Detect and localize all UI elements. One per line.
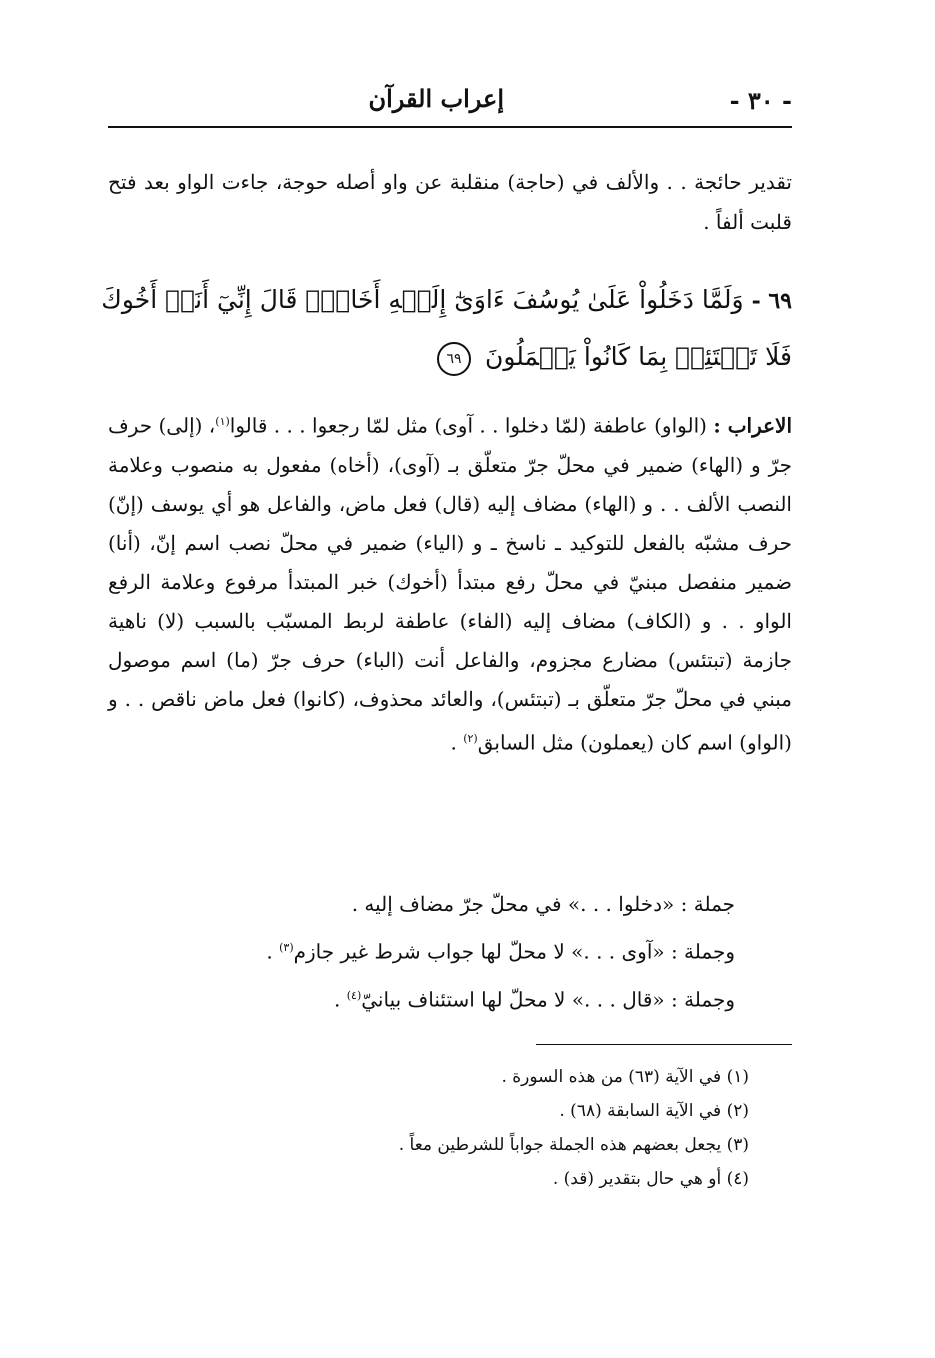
- sentence-2-end: .: [266, 939, 280, 964]
- verse-text-2: فَلَا تَبۡتَئِسۡ بِمَا كَانُواْ يَعۡمَلُونَ: [484, 342, 792, 371]
- sentence-3-text: وجملة : «قال . . .» لا محلّ لها استئناف بيانيّ: [361, 987, 735, 1012]
- footnote-2: (٢) في الآية السابقة (٦٨) .: [559, 1101, 749, 1121]
- sentence-analysis: [175, 882, 735, 1021]
- verse-line-1: [101, 272, 792, 329]
- sentence-3: [175, 974, 735, 1022]
- quran-verse: [101, 272, 792, 385]
- irab-text-1: (الواو) عاطفة (لمّا دخلوا . . آوى) مثل لمّا رجعوا . . . قالوا: [229, 413, 707, 438]
- page-header: [108, 80, 792, 120]
- irab-paragraph: [108, 402, 792, 762]
- sentence-3-end: .: [334, 987, 347, 1012]
- verse-end-mark: ٦٩: [437, 342, 471, 376]
- page-number: - ٣٠ -: [729, 86, 792, 115]
- footnote-ref-1[interactable]: (١): [215, 415, 230, 428]
- footnote-4: (٤) أو هي حال بتقدير (قد) .: [552, 1169, 749, 1189]
- footnotes: [149, 1060, 749, 1196]
- footnote-ref-2[interactable]: (٢): [463, 731, 478, 745]
- sentence-2: [175, 926, 735, 974]
- sentence-1: [175, 882, 735, 926]
- running-title: إعراب القرآن: [368, 84, 504, 113]
- intro-paragraph: تقدير حائجة . . والألف في (حاجة) منقلبة عن واو أصله حوجة، جاءت الواو بعد فتح قلبت ألفاً .: [108, 170, 792, 234]
- verse-text-1: وَلَمَّا دَخَلُواْ عَلَىٰ يُوسُفَ ءَاوَىٰٓ إِلَيۡهِ أَخَاهُۖ قَالَ إِنِّيٓ أَنَا۠ أَخُوكَ: [101, 285, 744, 314]
- irab-text-2: ، (إلى) حرف جرّ و (الهاء) ضمير في محلّ جرّ متعلّق بـ (آوى)، (أخاه) مفعول به منصوب وعلامة النصب الألف . . و (الهاء) مضاف إليه (قال) فعل ماض، والفاعل هو أي يوسف (إنّ) حرف مشبّه بالفعل للتوكيد ـ ناسخ ـ و (الياء) ضمير في محلّ نصب اسم إنّ، (أنا) ضمير منفصل مبنيّ في محلّ رفع مبتدأ (أخوك) خبر المبتدأ مرفوع وعلامة الرفع الواو . . و (الكاف) مضاف إليه (الفاء) عاطفة لربط المسبّب بالسبب (لا) ناهية جازمة (تبتئس) مضارع مجزوم، والفاعل أنت (الباء) حرف جرّ (ما) اسم موصول مبني في محلّ جرّ متعلّق بـ (تبتئس)، والعائد محذوف، (كانوا) فعل ماض ناقص . . و (الواو) اسم كان (يعملون) مثل السابق: [108, 413, 792, 755]
- footnote-ref-3[interactable]: (٣): [279, 941, 294, 954]
- verse-number: ٦٩ -: [751, 288, 792, 314]
- footnote-rule: [536, 1044, 792, 1045]
- header-rule: [108, 126, 792, 128]
- irab-label: الاعراب :: [713, 413, 793, 438]
- footnote-ref-4[interactable]: (٤): [346, 988, 362, 1002]
- irab-end: .: [450, 730, 464, 755]
- sentence-1-text: جملة : «دخلوا . . .» في محلّ جرّ مضاف إليه .: [351, 892, 735, 916]
- footnote-3: (٣) يجعل بعضهم هذه الجملة جواباً للشرطين معاً .: [398, 1135, 749, 1155]
- verse-line-2: [108, 329, 792, 385]
- sentence-2-text: وجملة : «آوى . . .» لا محلّ لها جواب شرط غير جازم: [293, 939, 735, 964]
- footnote-1: (١) في الآية (٦٣) من هذه السورة .: [501, 1067, 749, 1087]
